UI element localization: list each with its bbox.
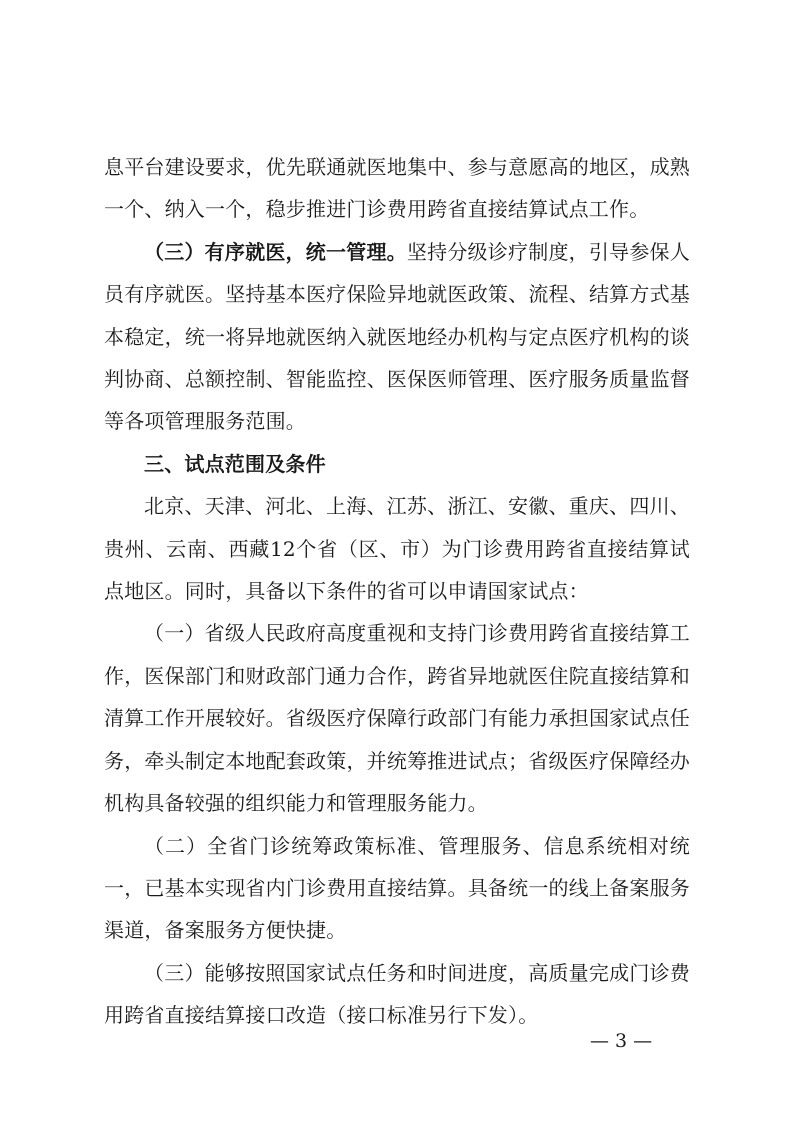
paragraph-pilot-regions (104, 485, 690, 612)
paragraph-text: 息平台建设要求，优先联通就医地集中、参与意愿高的地区，成熟一个、纳入一个，稳步推进门诊费用跨省直接结算试点工作。 (104, 155, 690, 222)
paragraph-text: （三）能够按照国家试点任务和时间进度，高质量完成门诊费用跨省直接结算接口改造（接口标准另行下发）。 (104, 960, 690, 1028)
paragraph-text: （二）全省门诊统筹政策标准、管理服务、信息系统相对统一，已基本实现省内门诊费用直接结算。具备统一的线上备案服务渠道，备案服务方便快捷。 (104, 833, 690, 943)
paragraph-text: （一）省级人民政府高度重视和支持门诊费用跨省直接结算工作，医保部门和财政部门通力合作，跨省异地就医住院直接结算和清算工作开展较好。省级医疗保障行政部门有能力承担国家试点任务，牵头制定本地配套政策，并统筹推进试点；省级医疗保障经办机构具备较强的组织能力和管理服务能力。 (104, 621, 690, 816)
heading-text: 三、试点范围及条件 (144, 451, 326, 476)
paragraph-condition-three (104, 952, 690, 1037)
paragraph-text: 坚持分级诊疗制度，引导参保人员有序就医。坚持基本医疗保险异地就医政策、流程、结算方式基本稳定，统一将异地就医纳入就医地经办机构与定点医疗机构的谈判协商、总额控制、智能监控、医保医师管理、医疗服务质量监督等各项管理服务范围。 (104, 239, 690, 434)
paragraph-condition-one (104, 612, 690, 824)
page-number: — 3 — (590, 1030, 653, 1052)
paragraph-bold-lead: （三）有序就医，统一管理。 (144, 239, 407, 264)
document-body (104, 146, 690, 1037)
paragraph-text: 北京、天津、河北、上海、江苏、浙江、安徽、重庆、四川、贵州、云南、西藏12个省（区、市）为门诊费用跨省直接结算试点地区。同时，具备以下条件的省可以申请国家试点： (104, 494, 690, 604)
section-heading-pilot-scope (104, 443, 690, 485)
paragraph-condition-two (104, 825, 690, 952)
paragraph-continuation (104, 146, 690, 231)
paragraph-orderly-medical-treatment (104, 231, 690, 443)
